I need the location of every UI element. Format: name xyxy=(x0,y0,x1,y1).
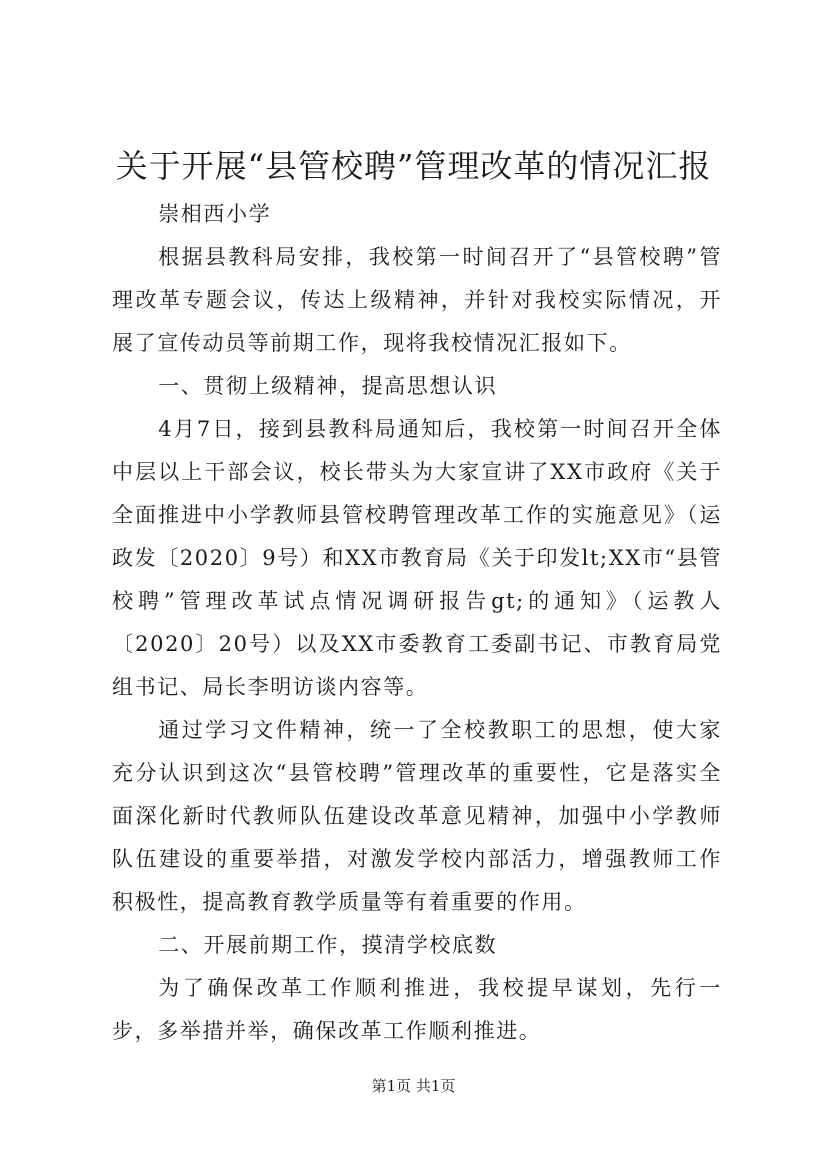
body-paragraph-1: 4月7日，接到县教科局通知后，我校第一时间召开全体中层以上干部会议，校长带头为大家宣讲了XX市政府《关于全面推进中小学教师县管校聘管理改革工作的实施意见》（运政发〔2020〕9号）和XX市教育局《关于印发lt;XX市“县管校聘”管理改革试点情况调研报告gt;的通知》（运教人〔2020〕20号）以及XX市委教育工委副书记、市教育局党组书记、局长李明访谈内容等。 xyxy=(112,417,722,699)
body-paragraph-2: 通过学习文件精神，统一了全校教职工的思想，使大家充分认识到这次“县管校聘”管理改革的重要性，它是落实全面深化新时代教师队伍建设改革意见精神，加强中小学教师队伍建设的重要举措，对激发学校内部活力，增强教师工作积极性，提高教育教学质量等有着重要的作用。 xyxy=(112,718,722,914)
document-title: 关于开展“县管校聘”管理改革的情况汇报 xyxy=(115,147,712,185)
intro-paragraph: 根据县教科局安排，我校第一时间召开了“县管校聘”管理改革专题会议，传达上级精神，并针对我校实际情况，开展了宣传动员等前期工作，现将我校情况汇报如下。 xyxy=(112,245,722,355)
section-heading-2: 二、开展前期工作，摸清学校底数 xyxy=(158,933,498,957)
body-paragraph-3: 为了确保改革工作顺利推进，我校提早谋划，先行一步，多举措并举，确保改革工作顺利推进。 xyxy=(112,976,722,1043)
school-name: 崇相西小学 xyxy=(158,202,272,226)
page-number-footer: 第1页 共1页 xyxy=(371,1077,456,1095)
document-body xyxy=(112,193,722,1053)
section-heading-1: 一、贯彻上级精神，提高思想认识 xyxy=(158,374,498,398)
